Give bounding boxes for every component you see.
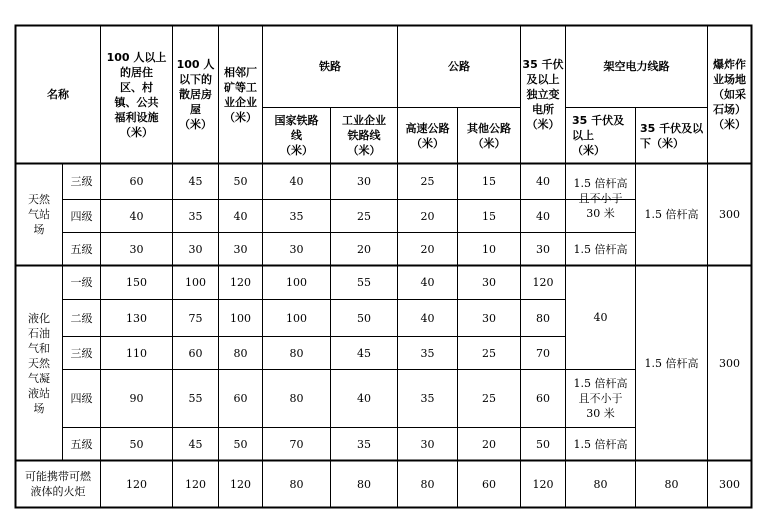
header-highway-express: 高速公路 （米） bbox=[405, 121, 450, 150]
header-residential: 100 人以上 的居住 区、村 镇、公共 福利设施 （米） bbox=[106, 50, 167, 139]
cell-highway-express: 20 bbox=[420, 242, 435, 256]
cell-substation: 40 bbox=[536, 209, 550, 223]
cell-industrial: 60 bbox=[233, 392, 248, 405]
cell-highway-express: 25 bbox=[420, 175, 435, 188]
cell-railway-national: 30 bbox=[289, 242, 304, 256]
lpg-powerline-above35-top: 40 bbox=[593, 311, 608, 324]
gas-powerline-above35-r5: 1.5 倍杆高 bbox=[573, 242, 628, 256]
cell-residential: 40 bbox=[129, 209, 144, 223]
cell-residential: 60 bbox=[129, 175, 144, 188]
cell-scattered: 75 bbox=[188, 311, 203, 325]
header-blast: 爆炸作 业场地 （如采 石场） （米） bbox=[713, 58, 746, 131]
flare-railway-industrial: 80 bbox=[357, 477, 371, 491]
cell-substation: 80 bbox=[536, 311, 550, 325]
cell-scattered: 30 bbox=[188, 242, 203, 256]
cell-railway-industrial: 50 bbox=[357, 311, 371, 325]
flare-residential: 120 bbox=[126, 477, 147, 491]
cell-railway-industrial: 25 bbox=[357, 209, 371, 223]
cell-highway-other: 30 bbox=[482, 276, 496, 289]
header-railway-industrial: 工业企业 铁路线 （米） bbox=[342, 114, 386, 157]
grade-label: 四级 bbox=[70, 209, 93, 223]
cell-scattered: 45 bbox=[188, 437, 203, 451]
header-highway: 公路 bbox=[448, 60, 470, 73]
cell-substation: 40 bbox=[536, 175, 550, 188]
cell-highway-express: 35 bbox=[420, 392, 435, 405]
cell-highway-other: 15 bbox=[482, 175, 496, 188]
cell-highway-other: 25 bbox=[482, 346, 496, 360]
cell-scattered: 100 bbox=[185, 276, 206, 289]
cell-highway-express: 40 bbox=[420, 311, 435, 325]
header-substation: 35 千伏 及以上 独立变 电所 （米） bbox=[522, 58, 564, 131]
gas-powerline-below35: 1.5 倍杆高 bbox=[644, 208, 699, 221]
cell-substation: 30 bbox=[536, 242, 550, 256]
header-powerline-below35: 35 千伏及以 下（米） bbox=[640, 121, 704, 150]
cell-residential: 50 bbox=[129, 437, 144, 451]
lpg-powerline-below35: 1.5 倍杆高 bbox=[644, 356, 699, 370]
grade-label: 四级 bbox=[70, 392, 93, 405]
flare-railway-national: 80 bbox=[289, 477, 304, 491]
flare-powerline-above35: 80 bbox=[593, 477, 608, 491]
header-name: 名称 bbox=[47, 88, 69, 101]
cell-railway-national: 100 bbox=[286, 311, 307, 325]
group-gas: 天然 气站 场 bbox=[28, 193, 50, 236]
cell-highway-other: 25 bbox=[482, 392, 496, 405]
header-railway-national: 国家铁路 线 （米） bbox=[274, 114, 319, 157]
cell-industrial: 120 bbox=[230, 276, 251, 289]
cell-scattered: 60 bbox=[188, 346, 203, 360]
cell-scattered: 55 bbox=[188, 392, 203, 405]
cell-residential: 30 bbox=[129, 242, 144, 256]
cell-railway-industrial: 30 bbox=[357, 175, 371, 188]
cell-industrial: 50 bbox=[233, 437, 248, 451]
flare-industrial: 120 bbox=[230, 477, 251, 491]
header-powerline-above35: 35 千伏及 以上 （米） bbox=[572, 114, 625, 157]
header-industrial: 相邻厂 矿等工 业企业 （米） bbox=[224, 65, 257, 124]
cell-scattered: 35 bbox=[188, 209, 203, 223]
cell-highway-express: 35 bbox=[420, 346, 435, 360]
cell-railway-national: 80 bbox=[289, 346, 304, 360]
group-flare: 可能携带可燃 液体的火炬 bbox=[25, 470, 91, 498]
cell-highway-other: 20 bbox=[482, 437, 496, 451]
cell-residential: 150 bbox=[126, 276, 147, 289]
cell-residential: 130 bbox=[126, 311, 147, 325]
cell-highway-express: 20 bbox=[420, 209, 435, 223]
grade-label: 二级 bbox=[70, 311, 93, 325]
group-lpg: 液化 石油 气和 天然 气凝 液站 场 bbox=[28, 311, 50, 415]
cell-railway-national: 80 bbox=[289, 392, 304, 405]
cell-residential: 90 bbox=[129, 392, 144, 405]
cell-highway-express: 30 bbox=[420, 437, 435, 451]
cell-highway-other: 10 bbox=[482, 242, 496, 256]
cell-highway-other: 15 bbox=[482, 209, 496, 223]
lpg-powerline-above35-r5: 1.5 倍杆高 bbox=[573, 437, 628, 451]
cell-substation: 70 bbox=[536, 346, 550, 360]
cell-railway-industrial: 55 bbox=[357, 276, 371, 289]
cell-railway-national: 35 bbox=[289, 209, 304, 223]
header-railway: 铁路 bbox=[319, 60, 341, 73]
gas-blast: 300 bbox=[719, 208, 740, 221]
flare-scattered: 120 bbox=[185, 477, 206, 491]
cell-railway-national: 100 bbox=[286, 276, 307, 289]
grade-label: 一级 bbox=[70, 276, 93, 289]
cell-railway-industrial: 20 bbox=[357, 242, 371, 256]
cell-scattered: 45 bbox=[188, 175, 203, 188]
cell-industrial: 100 bbox=[230, 311, 251, 325]
cell-highway-express: 40 bbox=[420, 276, 435, 289]
lpg-blast: 300 bbox=[719, 356, 740, 370]
header-scattered: 100 人 以下的 散居房 屋 （米） bbox=[176, 58, 215, 131]
cell-substation: 50 bbox=[536, 437, 550, 451]
cell-railway-industrial: 35 bbox=[357, 437, 371, 451]
header-powerline: 架空电力线路 bbox=[603, 60, 670, 73]
gas-powerline-above35-merged: 1.5 倍杆高 且不小于 30 米 bbox=[573, 176, 628, 220]
cell-industrial: 30 bbox=[233, 242, 248, 256]
cell-substation: 120 bbox=[532, 276, 554, 289]
flare-highway-other: 60 bbox=[482, 477, 496, 491]
cell-substation: 60 bbox=[536, 392, 550, 405]
cell-residential: 110 bbox=[126, 346, 147, 360]
cell-highway-other: 30 bbox=[482, 311, 496, 325]
cell-industrial: 80 bbox=[233, 346, 248, 360]
cell-railway-industrial: 45 bbox=[357, 346, 371, 360]
cell-railway-industrial: 40 bbox=[357, 392, 371, 405]
grade-label: 五级 bbox=[70, 437, 93, 451]
grade-label: 三级 bbox=[70, 175, 93, 188]
cell-industrial: 40 bbox=[233, 209, 248, 223]
flare-substation: 120 bbox=[532, 477, 554, 491]
flare-powerline-below35: 80 bbox=[664, 477, 679, 491]
header-highway-other: 其他公路 （米） bbox=[467, 121, 511, 150]
flare-blast: 300 bbox=[719, 477, 740, 491]
grade-label: 三级 bbox=[70, 346, 93, 360]
cell-railway-national: 70 bbox=[289, 437, 304, 451]
cell-industrial: 50 bbox=[233, 175, 248, 188]
grade-label: 五级 bbox=[70, 242, 93, 256]
flare-highway-express: 80 bbox=[420, 477, 435, 491]
lpg-powerline-above35-r4: 1.5 倍杆高 且不小于 30 米 bbox=[573, 377, 628, 420]
cell-railway-national: 40 bbox=[289, 175, 304, 188]
